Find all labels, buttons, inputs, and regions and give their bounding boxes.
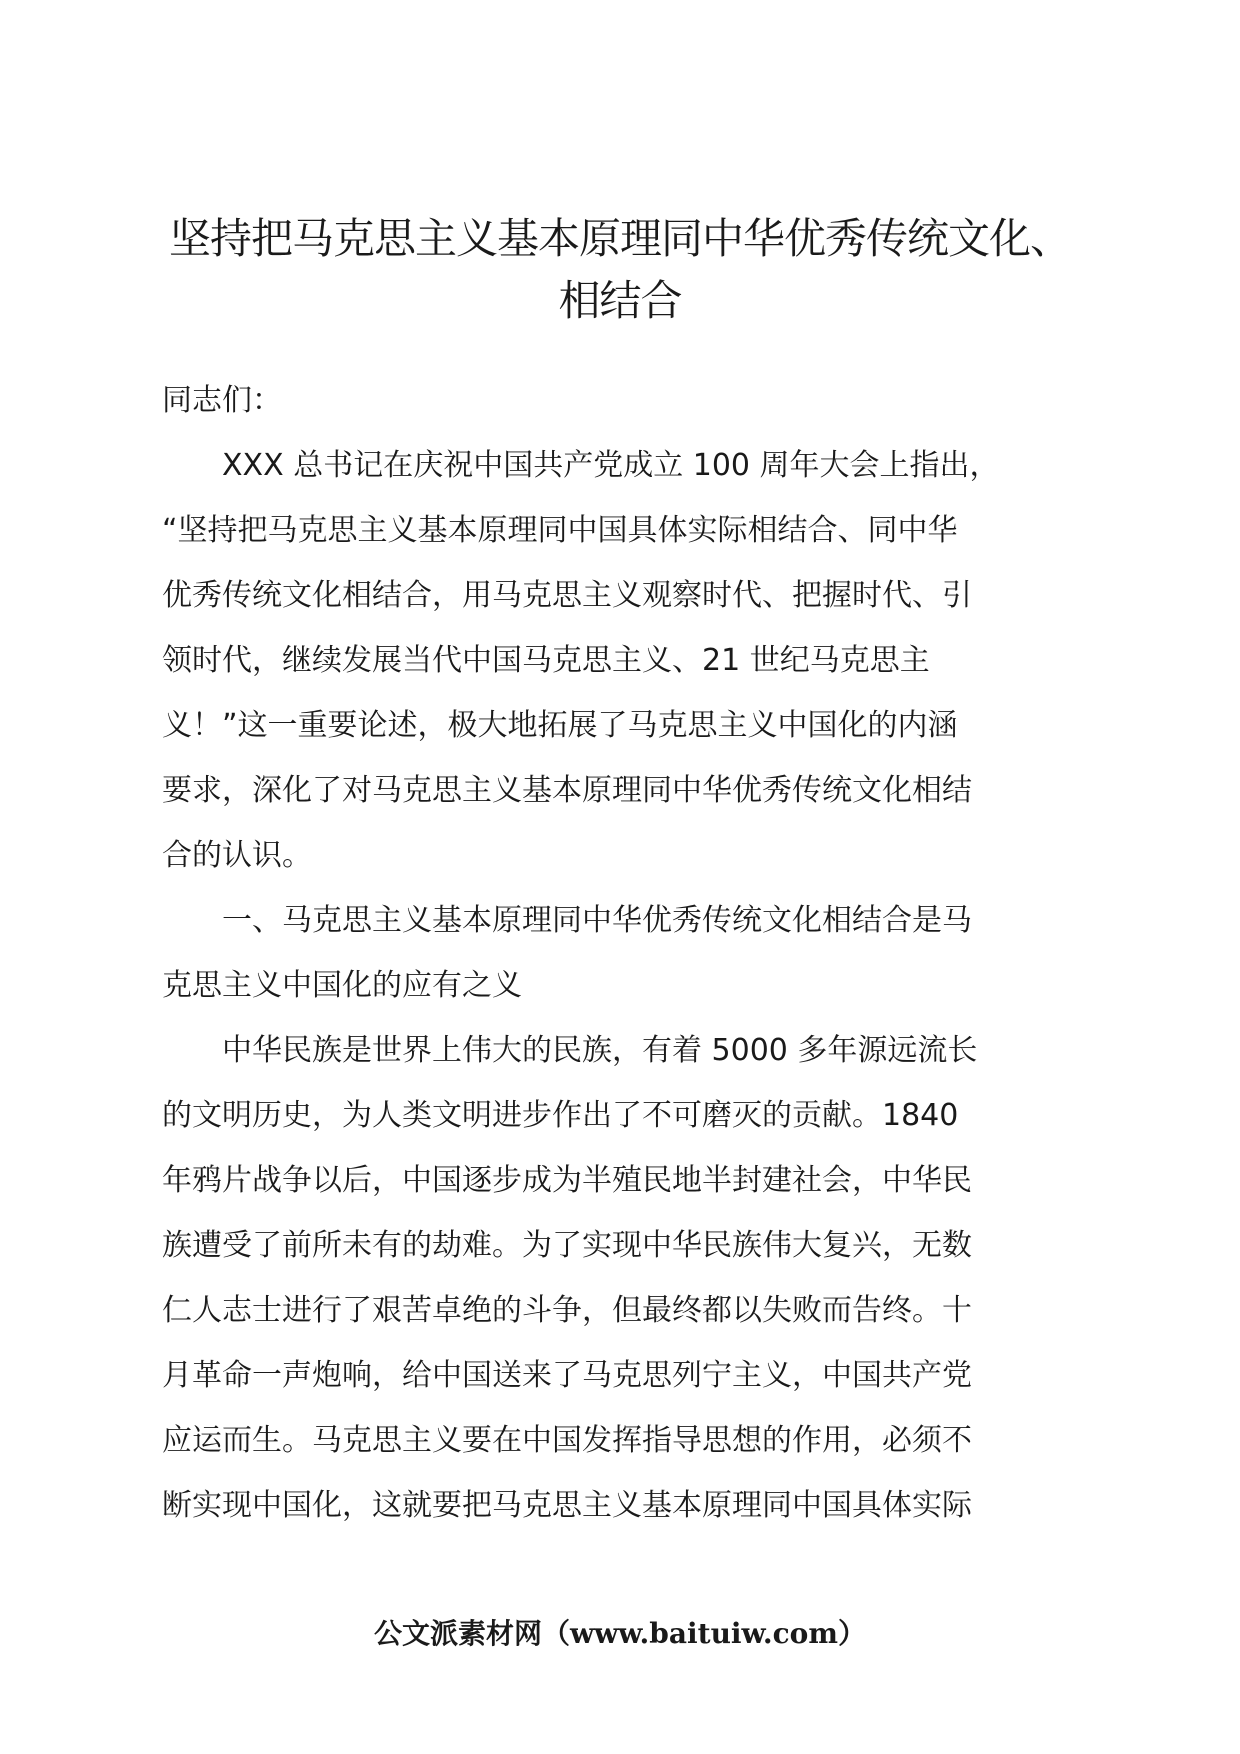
text-line: XXX 总书记在庆祝中国共产党成立 100 周年大会上指出， <box>222 448 1000 483</box>
text-line: 年鸦片战争以后，中国逐步成为半殖民地半封建社会，中华民 <box>162 1163 972 1198</box>
salutation: 同志们： <box>162 383 282 418</box>
watermark-footer: 公文派素材网（www.baituiw.com） <box>374 1617 866 1650</box>
text-line: 领时代，继续发展当代中国马克思主义、21 世纪马克思主 <box>162 643 930 678</box>
text-line: 族遭受了前所未有的劫难。为了实现中华民族伟大复兴，无数 <box>162 1228 972 1263</box>
section-heading <box>162 888 1082 1018</box>
text-line: 中华民族是世界上伟大的民族，有着 5000 多年源远流长 <box>222 1033 978 1068</box>
document-title <box>150 208 1090 332</box>
title-line: 坚持把马克思主义基本原理同中华优秀传统文化、 <box>168 214 1071 263</box>
text-line: 断实现中国化，这就要把马克思主义基本原理同中国具体实际 <box>162 1488 972 1523</box>
document-body <box>162 368 1082 1538</box>
text-line: 义！”这一重要论述，极大地拓展了马克思主义中国化的内涵 <box>162 708 958 743</box>
text-line: 应运而生。马克思主义要在中国发挥指导思想的作用，必须不 <box>162 1423 972 1458</box>
text-line: 要求，深化了对马克思主义基本原理同中华优秀传统文化相结 <box>162 773 972 808</box>
title-line: 相结合 <box>558 276 682 325</box>
text-line: 克思主义中国化的应有之义 <box>162 968 522 1003</box>
text-line: 的文明历史，为人类文明进步作出了不可磨灭的贡献。1840 <box>162 1098 959 1133</box>
text-line: 仁人志士进行了艰苦卓绝的斗争，但最终都以失败而告终。十 <box>162 1293 972 1328</box>
paragraph-intro <box>162 433 1082 888</box>
text-line: 合的认识。 <box>162 838 312 873</box>
text-line: “坚持把马克思主义基本原理同中国具体实际相结合、同中华 <box>162 513 958 548</box>
paragraph-history <box>162 1018 1082 1538</box>
text-line: 优秀传统文化相结合，用马克思主义观察时代、把握时代、引 <box>162 578 972 613</box>
text-line: 月革命一声炮响，给中国送来了马克思列宁主义，中国共产党 <box>162 1358 972 1393</box>
text-line: 一、马克思主义基本原理同中华优秀传统文化相结合是马 <box>222 903 972 938</box>
